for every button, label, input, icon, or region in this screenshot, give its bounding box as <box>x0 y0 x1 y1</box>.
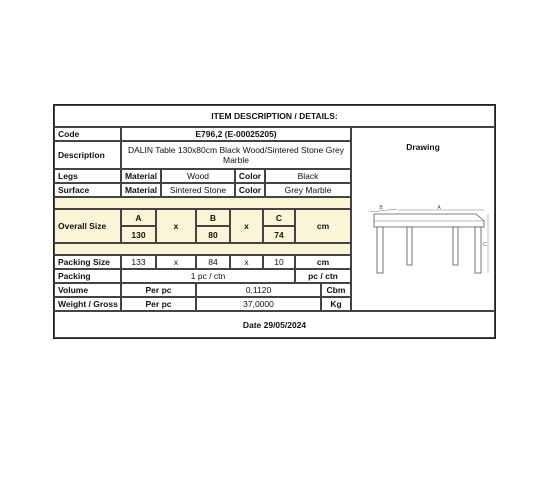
sheet-title: ITEM DESCRIPTION / DETAILS: <box>54 105 495 127</box>
overall-size-b-value: 80 <box>196 226 230 243</box>
packing-value: 1 pc / ctn <box>121 269 295 283</box>
overall-size-c-value: 74 <box>263 226 295 243</box>
packing-size-b: 84 <box>196 255 230 269</box>
legs-material-label: Material <box>121 169 161 183</box>
packing-size-c: 10 <box>263 255 295 269</box>
dimension-b-line <box>370 209 397 212</box>
overall-size-label: Overall Size <box>54 209 121 243</box>
weight-value: 37,0000 <box>196 297 321 311</box>
packing-size-a: 133 <box>121 255 156 269</box>
surface-label: Surface <box>54 183 121 197</box>
legs-label: Legs <box>54 169 121 183</box>
overall-size-c-label: C <box>263 209 295 226</box>
volume-per: Per pc <box>121 283 196 297</box>
code-label: Code <box>54 127 121 141</box>
table-leg-front-left <box>377 227 383 273</box>
surface-material-label: Material <box>121 183 161 197</box>
overall-size-x1: x <box>156 209 196 243</box>
volume-unit: Cbm <box>321 283 351 297</box>
table-top <box>374 214 484 227</box>
packing-size-unit: cm <box>295 255 351 269</box>
overall-size-unit: cm <box>295 209 351 243</box>
weight-label: Weight / Gross <box>54 297 121 311</box>
table-leg-back-right <box>453 227 458 265</box>
packing-size-x2: x <box>230 255 263 269</box>
overall-size-x2: x <box>230 209 263 243</box>
weight-per: Per pc <box>121 297 196 311</box>
item-details-sheet <box>53 104 496 339</box>
description-value: DALIN Table 130x80cm Black Wood/Sintered Stone Grey Marble <box>121 141 351 169</box>
date-row: Date 29/05/2024 <box>54 311 495 338</box>
volume-value: 0,1120 <box>196 283 321 297</box>
drawing-label: Drawing <box>406 142 440 152</box>
spacer-row <box>54 197 351 209</box>
volume-label: Volume <box>54 283 121 297</box>
table-leg-front-right <box>475 227 481 273</box>
table-drawing <box>364 201 489 291</box>
weight-unit: Kg <box>321 297 351 311</box>
code-value: E796,2 (E-00025205) <box>121 127 351 141</box>
overall-size-b-label: B <box>196 209 230 226</box>
dimension-a-label: A <box>437 205 441 211</box>
dimension-c-label: C <box>483 242 487 248</box>
overall-size-a-value: 130 <box>121 226 156 243</box>
dimension-b-label: B <box>379 205 383 211</box>
legs-material-value: Wood <box>161 169 235 183</box>
spacer-row-2 <box>54 243 351 255</box>
surface-material-value: Sintered Stone <box>161 183 235 197</box>
legs-color-value: Black <box>265 169 351 183</box>
legs-color-label: Color <box>235 169 265 183</box>
packing-size-x1: x <box>156 255 196 269</box>
surface-color-label: Color <box>235 183 265 197</box>
overall-size-a-label: A <box>121 209 156 226</box>
surface-color-value: Grey Marble <box>265 183 351 197</box>
packing-size-label: Packing Size <box>54 255 121 269</box>
description-label: Description <box>54 141 121 169</box>
packing-label: Packing <box>54 269 121 283</box>
table-leg-back-left <box>407 227 412 265</box>
packing-unit: pc / ctn <box>295 269 351 283</box>
